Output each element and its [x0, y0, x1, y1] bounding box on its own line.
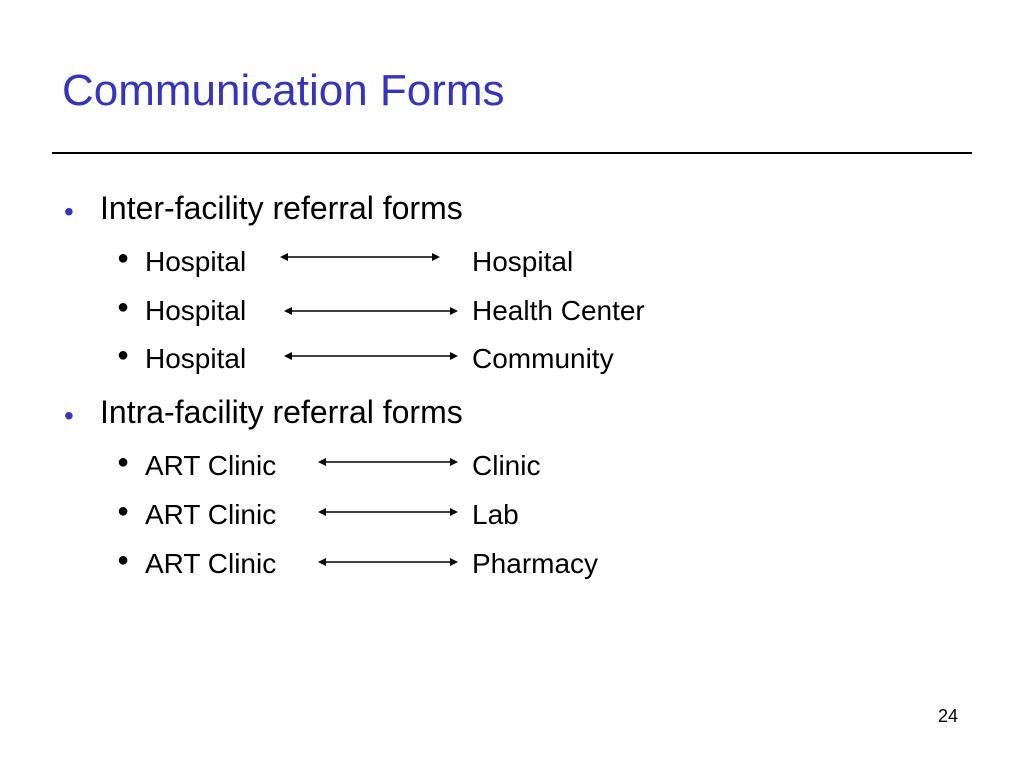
section-heading: Inter-facility referral forms	[100, 190, 463, 226]
sub-bullet: ●	[117, 451, 130, 473]
bidirectional-arrow-icon	[284, 350, 458, 362]
row-to: Pharmacy	[472, 548, 599, 579]
row-to: Lab	[472, 499, 519, 530]
slide-title: Communication Forms	[62, 66, 505, 115]
bidirectional-arrow-icon	[318, 506, 458, 518]
sub-bullet: ●	[117, 549, 130, 571]
row-to: Health Center	[472, 295, 645, 326]
row-from: Hospital	[145, 295, 247, 326]
bidirectional-arrow-icon	[318, 556, 458, 568]
bidirectional-arrow-icon	[284, 305, 458, 317]
section-bullet: •	[64, 400, 74, 431]
page-number: 24	[938, 706, 959, 726]
row-from: Hospital	[145, 343, 247, 374]
sub-bullet: ●	[117, 344, 130, 366]
bidirectional-arrow-icon	[318, 456, 458, 468]
title-divider	[52, 152, 972, 154]
sub-bullet: ●	[117, 500, 130, 522]
row-to: Community	[472, 343, 614, 374]
row-to: Clinic	[472, 450, 541, 481]
section-bullet: •	[64, 196, 74, 227]
row-from: ART Clinic	[145, 548, 277, 579]
row-to: Hospital	[472, 246, 574, 277]
section-heading: Intra-facility referral forms	[100, 394, 463, 430]
row-from: ART Clinic	[145, 499, 277, 530]
sub-bullet: ●	[117, 247, 130, 269]
row-from: ART Clinic	[145, 450, 277, 481]
sub-bullet: ●	[117, 296, 130, 318]
bidirectional-arrow-icon	[280, 251, 440, 263]
row-from: Hospital	[145, 246, 247, 277]
